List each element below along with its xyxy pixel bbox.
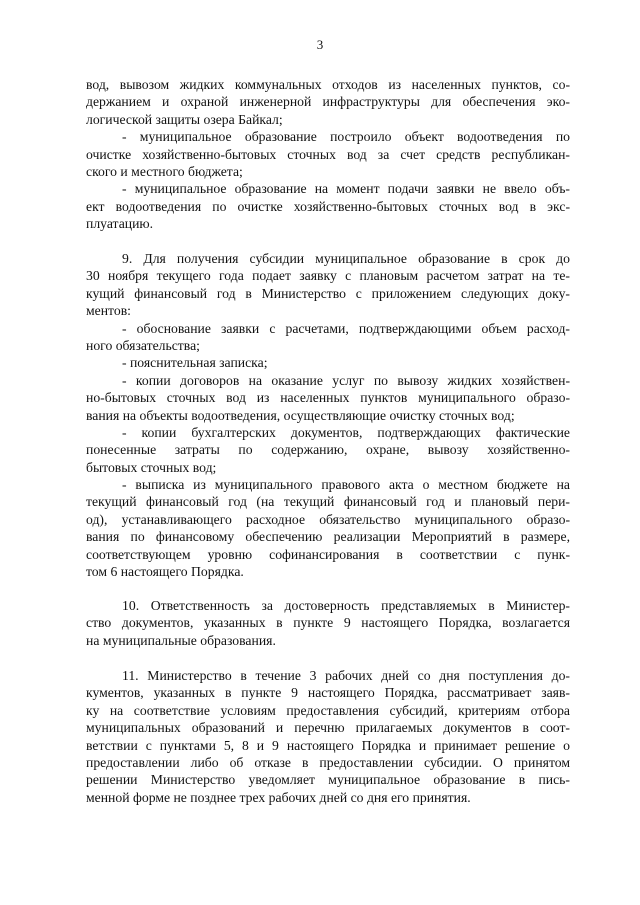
text-line: 11. Министерство в течение 3 рабочих дней со дня поступления до- xyxy=(122,668,570,683)
text-line: ку на соответствие условиям предоставления субсидий, критериям отбора xyxy=(86,702,570,718)
text-line: текущий финансовый год (на текущий финансовый год и плановый пери- xyxy=(86,494,570,510)
paragraph-block-conditions xyxy=(86,76,570,233)
paragraph-block-item-9 xyxy=(86,250,570,580)
text-line: предоставлении либо об отказе в предоставлении субсидии. О принятом xyxy=(86,754,570,770)
text-line: логической защиты озера Байкал; xyxy=(86,111,283,127)
text-line: - выписка из муниципального правового акта о местном бюджете на xyxy=(122,477,570,493)
paragraph-block-item-11 xyxy=(86,667,570,806)
text-line: вания по финансовому обеспечению реализации Мероприятий в размере, xyxy=(86,529,570,545)
text-line: плуатацию. xyxy=(86,216,154,232)
text-line: ект водоотведения по очистке хозяйственно-бытовых сточных вод в экс- xyxy=(86,198,570,214)
text-line: очистке хозяйственно-бытовых сточных вод за счет средств республикан- xyxy=(86,146,570,162)
text-line: том 6 настоящего Порядка. xyxy=(86,564,244,580)
text-line: ного обязательства; xyxy=(86,337,200,353)
text-line: ментов: xyxy=(86,303,131,319)
text-line: кущий финансовый год в Министерство с приложением следующих доку- xyxy=(86,285,570,301)
text-line: держанием и охраной инженерной инфраструктуры для обеспечения эко- xyxy=(86,94,570,110)
text-line: од), устанавливающего расходное обязательство муниципального образо- xyxy=(86,511,570,527)
text-line: ветствии с пунктами 5, 8 и 9 настоящего Порядка и принимает решение о xyxy=(86,737,570,753)
text-line: - обоснование заявки с расчетами, подтверждающими объем расход- xyxy=(122,320,570,336)
paragraph-block-item-10 xyxy=(86,597,570,649)
text-line: вания на объекты водоотведения, осуществляющие очистку сточных вод; xyxy=(86,407,515,423)
text-line: - муниципальное образование на момент подачи заявки не ввело объ- xyxy=(122,181,570,197)
text-line: но-бытовых сточных вод из населенных пунктов муниципального образо- xyxy=(86,390,570,406)
text-line: муниципальных образований и перечню прилагаемых документов в соот- xyxy=(86,720,570,736)
text-line: - муниципальное образование построило объект водоотведения по xyxy=(122,129,570,145)
text-line: на муниципальные образования. xyxy=(86,632,276,648)
text-line: вод, вывозом жидких коммунальных отходов из населенных пунктов, со- xyxy=(86,77,570,92)
text-line: ство документов, указанных в пункте 9 настоящего Порядка, возлагается xyxy=(86,615,570,631)
text-line: соответствующем уровню софинансирования в соответствии с пунк- xyxy=(86,546,570,562)
text-line: 9. Для получения субсидии муниципальное образование в срок до xyxy=(122,251,570,266)
text-line: 10. Ответственность за достоверность представляемых в Министер- xyxy=(122,598,570,613)
text-line: менной форме не позднее трех рабочих дней со дня его принятия. xyxy=(86,789,471,805)
text-line: кументов, указанных в пункте 9 настоящего Порядка, рассматривает заяв- xyxy=(86,685,570,701)
text-line: 30 ноября текущего года подает заявку с плановым расчетом затрат на те- xyxy=(86,268,570,284)
text-line: решении Министерство уведомляет муниципальное образование в пись- xyxy=(86,772,570,788)
page-number: 3 xyxy=(316,37,324,52)
text-line: понесенные затраты по содержанию, охране, вывозу хозяйственно- xyxy=(86,442,570,458)
text-line: - пояснительная записка; xyxy=(122,355,268,371)
text-line: бытовых сточных вод; xyxy=(86,459,217,475)
text-line: ского и местного бюджета; xyxy=(86,163,243,179)
text-line: - копии бухгалтерских документов, подтверждающих фактические xyxy=(122,424,570,440)
text-line: - копии договоров на оказание услуг по вывозу жидких хозяйствен- xyxy=(122,372,570,388)
